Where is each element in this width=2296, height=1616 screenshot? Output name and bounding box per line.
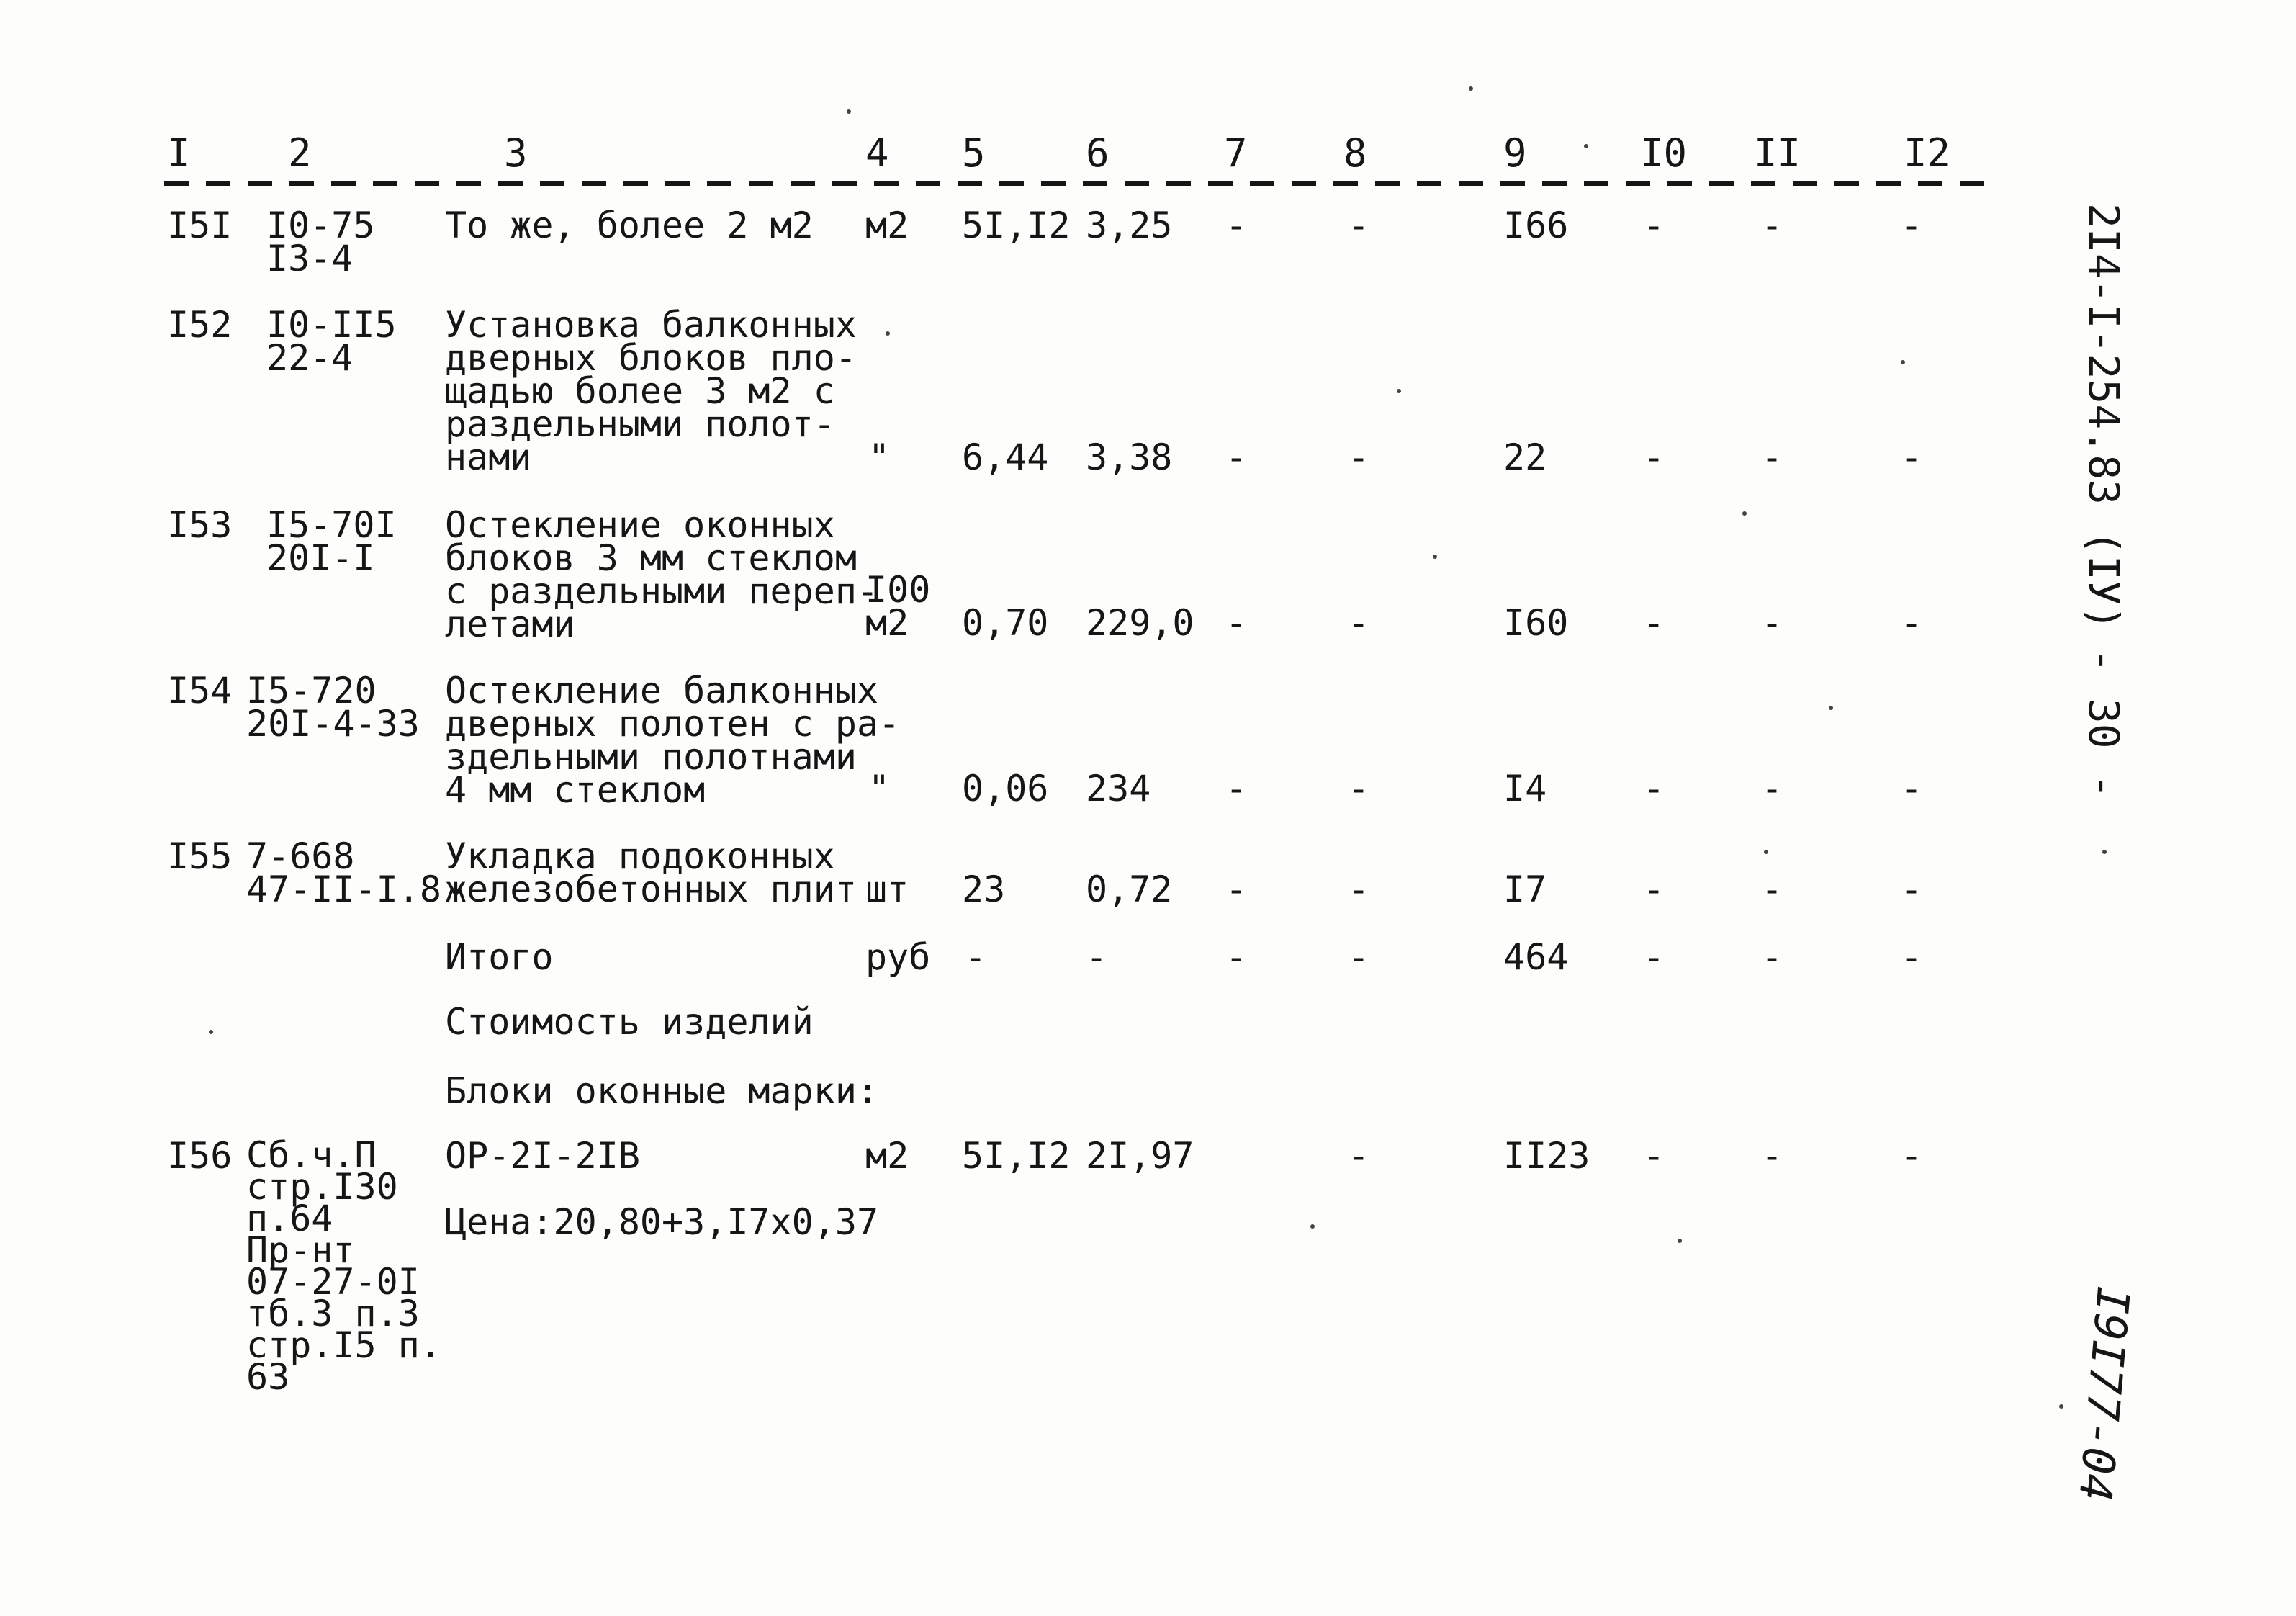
- row-col7: -: [1225, 768, 1248, 809]
- row-col12: -: [1901, 1135, 1923, 1177]
- row-col12: -: [1901, 436, 1923, 478]
- row-col10: -: [1643, 205, 1665, 246]
- header-col-2: 2: [288, 130, 312, 176]
- row-code: I0-II5 22-4: [266, 304, 397, 379]
- section-heading: Блоки оконные марки:: [445, 1070, 879, 1112]
- row-col7: -: [1225, 436, 1248, 478]
- row-col10: -: [1643, 1135, 1665, 1177]
- row-col6: 234: [1086, 768, 1151, 809]
- row-col10: -: [1643, 868, 1665, 910]
- header-col-6: 6: [1086, 130, 1109, 176]
- scan-speck: [1469, 86, 1473, 91]
- header-col-5: 5: [962, 130, 986, 176]
- document-number: 2I4-I-254.83 (IУ): [2079, 203, 2128, 631]
- row-col6: 3,25: [1086, 205, 1173, 246]
- header-col-11: II: [1754, 130, 1801, 176]
- row-number: I53: [167, 504, 233, 546]
- row-col12: -: [1901, 868, 1923, 910]
- scan-speck: [1310, 1224, 1315, 1229]
- row-col10: -: [1643, 436, 1665, 478]
- header-col-10: I0: [1640, 130, 1688, 176]
- row-col11: -: [1761, 1135, 1783, 1177]
- header-col-3: 3: [504, 130, 528, 176]
- header-col-9: 9: [1503, 130, 1527, 176]
- row-col9: II23: [1503, 1135, 1590, 1177]
- row-name: Укладка подоконных железобетонных плит: [445, 835, 857, 910]
- row-name: Остекление оконных блоков 3 мм стеклом с раздельными переп- летами: [445, 504, 879, 645]
- header-col-1: I: [167, 130, 191, 176]
- row-col6: 2I,97: [1086, 1135, 1194, 1177]
- row-col7: -: [1225, 205, 1248, 246]
- header-col-4: 4: [865, 130, 889, 176]
- header-col-7: 7: [1224, 130, 1248, 176]
- row-col8: -: [1348, 868, 1370, 910]
- handwritten-number: I9I77-04: [2068, 1284, 2140, 1504]
- row-col5: 5I,I2: [962, 1135, 1071, 1177]
- row-col11: -: [1761, 768, 1783, 809]
- scan-speck: [1901, 360, 1905, 364]
- row-code: I5-720 20I-4-33: [246, 670, 420, 745]
- row-col12: -: [1901, 602, 1923, 644]
- row-col8: -: [1348, 768, 1370, 809]
- row-number: I55: [167, 835, 233, 877]
- row-col12: -: [1901, 205, 1923, 246]
- row-col9: I60: [1503, 602, 1569, 644]
- scan-speck: [2059, 1404, 2063, 1409]
- row-col5: 0,70: [962, 602, 1049, 644]
- row-col8: -: [1348, 1135, 1370, 1177]
- scan-speck: [847, 109, 851, 114]
- row-unit: м2: [865, 1135, 909, 1177]
- row-number: I5I: [167, 205, 233, 246]
- row-col9: I7: [1503, 868, 1547, 910]
- row-col8: -: [1348, 602, 1370, 644]
- row-name: Установка балконных дверных блоков пло- щадью более 3 м2 с раздельными полот- нами: [445, 304, 857, 478]
- row-col6: 229,0: [1086, 602, 1194, 644]
- row-code: Сб.ч.П стр.I30 п.64 Пр-нт 07-27-0I тб.3 п.3 стр.I5 п. 63: [246, 1134, 441, 1398]
- row-col7: -: [1225, 602, 1248, 644]
- row-col5: 0,06: [962, 768, 1049, 809]
- row-col8: -: [1348, 436, 1370, 478]
- scan-speck: [1584, 144, 1588, 148]
- row-number: I52: [167, 304, 233, 346]
- header-col-8: 8: [1343, 130, 1367, 176]
- row-col5: -: [965, 936, 987, 978]
- scan-speck: [886, 331, 890, 336]
- row-col5: 6,44: [962, 436, 1049, 478]
- row-col9: I66: [1503, 205, 1569, 246]
- row-code: 7-668 47-II-I.8: [246, 835, 441, 910]
- row-col5: 23: [962, 868, 1006, 910]
- scan-speck: [1433, 555, 1437, 559]
- row-col10: -: [1643, 936, 1665, 978]
- section-heading: Стоимость изделий: [445, 1001, 814, 1043]
- header-col-12: I2: [1904, 130, 1951, 176]
- scan-speck: [209, 1030, 213, 1034]
- row-col7: -: [1225, 868, 1248, 910]
- row-col6: -: [1086, 936, 1108, 978]
- scan-speck: [2102, 850, 2107, 854]
- row-col11: -: [1761, 936, 1783, 978]
- row-unit: ": [868, 768, 891, 809]
- price-note: Цена:20,80+3,I7х0,37: [445, 1201, 879, 1243]
- row-col5: 5I,I2: [962, 205, 1071, 246]
- row-col11: -: [1761, 602, 1783, 644]
- row-number: I54: [167, 670, 233, 712]
- row-col7: -: [1225, 936, 1248, 978]
- scan-speck: [1397, 389, 1401, 393]
- row-col9: 22: [1503, 436, 1547, 478]
- scan-speck: [1678, 1239, 1682, 1243]
- row-col10: -: [1643, 602, 1665, 644]
- row-col6: 0,72: [1086, 868, 1173, 910]
- row-col12: -: [1901, 768, 1923, 809]
- row-col9: 464: [1503, 936, 1569, 978]
- row-col8: -: [1348, 936, 1370, 978]
- row-unit: руб: [865, 936, 931, 978]
- row-col11: -: [1761, 436, 1783, 478]
- row-name: То же, более 2 м2: [445, 205, 814, 246]
- row-code: I5-70I 20I-I: [266, 504, 397, 579]
- header-divider: [164, 181, 1999, 186]
- row-unit: шт: [865, 868, 909, 910]
- scan-speck: [1764, 850, 1768, 854]
- row-col10: -: [1643, 768, 1665, 809]
- row-col8: -: [1348, 205, 1370, 246]
- row-col12: -: [1901, 936, 1923, 978]
- row-number: I56: [167, 1135, 233, 1177]
- page-number: - 30 -: [2079, 648, 2128, 799]
- row-col11: -: [1761, 868, 1783, 910]
- scan-speck: [1742, 511, 1747, 516]
- row-name: Итого: [445, 936, 554, 978]
- row-name: Остекление балконных дверных полотен с ра- здельными полотнами 4 мм стеклом: [445, 670, 901, 811]
- row-code: I0-75 I3-4: [266, 205, 375, 279]
- row-col11: -: [1761, 205, 1783, 246]
- scan-speck: [1829, 706, 1833, 710]
- row-unit: I00 м2: [865, 569, 931, 644]
- row-name: ОР-2I-2IВ: [445, 1135, 640, 1177]
- row-unit: ": [868, 436, 891, 478]
- row-col6: 3,38: [1086, 436, 1173, 478]
- row-col9: I4: [1503, 768, 1547, 809]
- row-unit: м2: [865, 205, 909, 246]
